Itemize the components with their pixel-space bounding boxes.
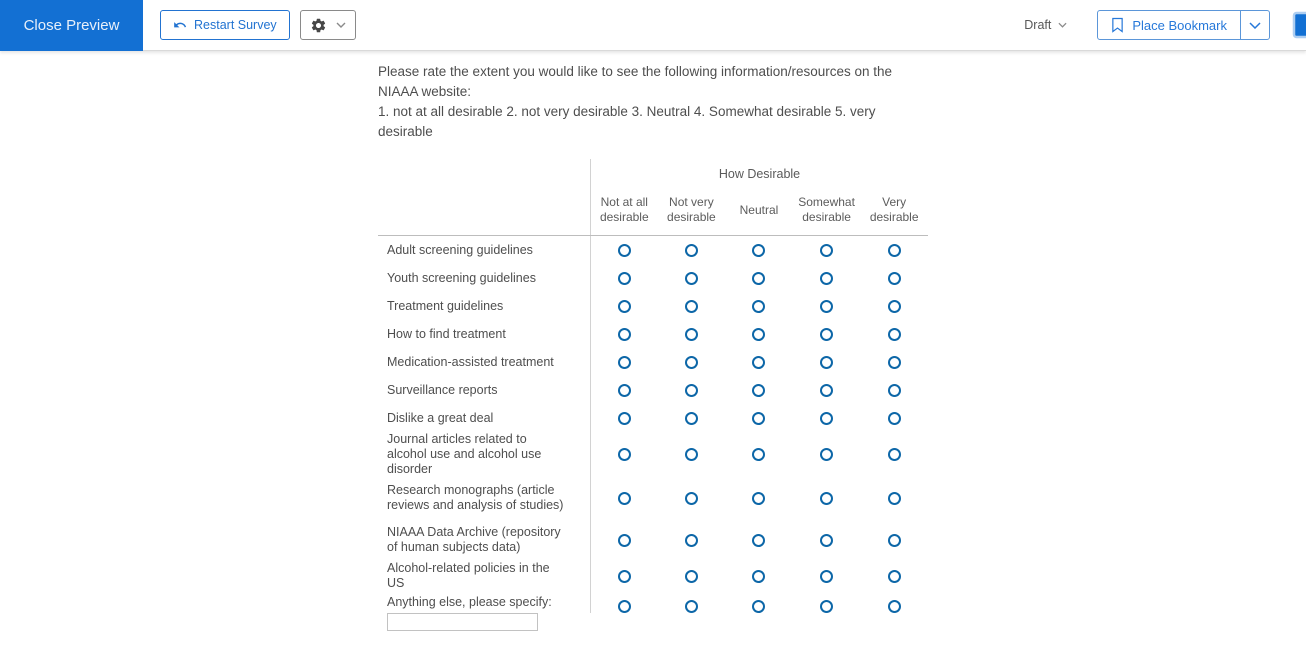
radio-button[interactable]	[820, 356, 833, 369]
row-label: Medication-assisted treatment	[387, 354, 554, 369]
radio-cell	[860, 477, 928, 519]
radio-cell	[725, 591, 793, 613]
radio-cell	[793, 591, 861, 613]
radio-button[interactable]	[752, 300, 765, 313]
row-label: Anything else, please specify:	[387, 595, 552, 609]
draft-status-dropdown[interactable]	[1024, 18, 1067, 32]
radio-button[interactable]	[618, 356, 631, 369]
radio-button[interactable]	[685, 570, 698, 583]
radio-button[interactable]	[752, 570, 765, 583]
radio-cell	[590, 236, 658, 264]
radio-cell	[793, 348, 861, 376]
radio-cell	[725, 561, 793, 591]
column-header: Very desirable	[869, 195, 919, 224]
radio-cell	[793, 264, 861, 292]
radio-button[interactable]	[888, 244, 901, 257]
specify-text-input[interactable]	[387, 613, 538, 631]
radio-button[interactable]	[752, 492, 765, 505]
radio-button[interactable]	[618, 412, 631, 425]
question-scale-note: 1. not at all desirable 2. not very desirable 3. Neutral 4. Somewhat desirable 5. very desirable	[378, 104, 876, 139]
radio-cell	[658, 264, 726, 292]
row-label: How to find treatment	[387, 326, 506, 341]
radio-cell	[658, 320, 726, 348]
radio-cell	[793, 477, 861, 519]
table-row	[378, 320, 928, 348]
radio-cell	[793, 561, 861, 591]
table-row	[378, 264, 928, 292]
radio-button[interactable]	[820, 412, 833, 425]
radio-button[interactable]	[888, 412, 901, 425]
radio-button[interactable]	[820, 570, 833, 583]
mobile-phone-icon	[1292, 11, 1306, 39]
close-preview-button[interactable]: Close Preview	[0, 0, 143, 51]
radio-cell	[725, 519, 793, 561]
radio-button[interactable]	[685, 534, 698, 547]
radio-cell	[860, 591, 928, 613]
radio-cell	[590, 404, 658, 432]
restart-survey-label: Restart Survey	[194, 18, 277, 32]
gear-icon	[310, 17, 327, 34]
column-header: Not very desirable	[667, 195, 716, 224]
table-row	[378, 519, 928, 561]
radio-button[interactable]	[618, 448, 631, 461]
preview-toolbar	[0, 0, 1306, 51]
radio-button[interactable]	[820, 384, 833, 397]
row-label: Dislike a great deal	[387, 410, 494, 425]
radio-cell	[658, 591, 726, 613]
radio-button[interactable]	[685, 272, 698, 285]
restart-survey-button[interactable]	[160, 10, 290, 40]
radio-cell	[860, 561, 928, 591]
chevron-down-icon	[1058, 22, 1067, 28]
radio-cell	[725, 477, 793, 519]
radio-button[interactable]	[820, 534, 833, 547]
radio-button[interactable]	[752, 244, 765, 257]
radio-cell	[860, 348, 928, 376]
matrix-group-header: How Desirable	[590, 159, 928, 189]
radio-cell	[860, 376, 928, 404]
radio-button[interactable]	[820, 300, 833, 313]
table-row	[378, 561, 928, 591]
radio-button[interactable]	[752, 384, 765, 397]
radio-button[interactable]	[685, 328, 698, 341]
radio-cell	[658, 236, 726, 264]
matrix-table	[378, 159, 928, 649]
place-bookmark-split-button	[1097, 10, 1270, 40]
radio-button[interactable]	[752, 534, 765, 547]
place-bookmark-dropdown-button[interactable]	[1240, 11, 1269, 39]
row-label: Treatment guidelines	[387, 298, 504, 313]
radio-button[interactable]	[618, 272, 631, 285]
radio-cell	[860, 432, 928, 477]
radio-cell	[590, 264, 658, 292]
radio-cell	[725, 236, 793, 264]
row-label: NIAAA Data Archive (repository of human subjects data)	[387, 525, 561, 554]
radio-cell	[725, 292, 793, 320]
radio-button[interactable]	[820, 448, 833, 461]
radio-button[interactable]	[618, 534, 631, 547]
radio-cell	[590, 561, 658, 591]
radio-cell	[793, 236, 861, 264]
radio-cell	[658, 519, 726, 561]
radio-cell	[590, 432, 658, 477]
radio-cell	[793, 292, 861, 320]
bookmark-icon	[1111, 17, 1124, 33]
row-label-with-input	[378, 591, 590, 631]
table-row	[378, 591, 928, 649]
toolbar-right-group	[1024, 10, 1306, 40]
table-row	[378, 432, 928, 477]
radio-cell	[590, 292, 658, 320]
radio-button[interactable]	[618, 600, 631, 613]
radio-button[interactable]	[752, 600, 765, 613]
preview-options-button[interactable]	[300, 10, 356, 40]
mobile-preview-toggle[interactable]	[1292, 11, 1306, 39]
radio-cell	[590, 591, 658, 613]
radio-button[interactable]	[752, 356, 765, 369]
radio-button[interactable]	[685, 244, 698, 257]
radio-cell	[793, 320, 861, 348]
radio-button[interactable]	[685, 384, 698, 397]
radio-cell	[860, 519, 928, 561]
radio-button[interactable]	[685, 600, 698, 613]
radio-cell	[590, 320, 658, 348]
radio-button[interactable]	[888, 600, 901, 613]
radio-button[interactable]	[685, 356, 698, 369]
radio-button[interactable]	[618, 244, 631, 257]
row-label: Youth screening guidelines	[387, 270, 536, 285]
radio-cell	[725, 320, 793, 348]
radio-button[interactable]	[820, 600, 833, 613]
radio-cell	[860, 320, 928, 348]
radio-button[interactable]	[888, 570, 901, 583]
undo-arrow-icon	[173, 18, 187, 32]
radio-button[interactable]	[820, 244, 833, 257]
radio-cell	[725, 376, 793, 404]
radio-button[interactable]	[820, 492, 833, 505]
table-row	[378, 348, 928, 376]
radio-button[interactable]	[820, 328, 833, 341]
radio-button[interactable]	[618, 492, 631, 505]
radio-button[interactable]	[752, 412, 765, 425]
place-bookmark-button[interactable]	[1098, 11, 1240, 39]
radio-cell	[590, 348, 658, 376]
radio-cell	[725, 348, 793, 376]
radio-cell	[658, 376, 726, 404]
radio-cell	[793, 432, 861, 477]
table-row	[378, 236, 928, 264]
radio-button[interactable]	[752, 448, 765, 461]
table-row	[378, 292, 928, 320]
radio-button[interactable]	[618, 300, 631, 313]
chevron-down-icon	[1249, 22, 1261, 29]
radio-cell	[590, 376, 658, 404]
radio-cell	[860, 292, 928, 320]
place-bookmark-label: Place Bookmark	[1132, 17, 1227, 33]
row-label: Surveillance reports	[387, 382, 498, 397]
matrix-column-headers-row	[378, 189, 928, 236]
radio-button[interactable]	[888, 300, 901, 313]
radio-cell	[590, 477, 658, 519]
radio-cell	[860, 404, 928, 432]
question-prompt: Please rate the extent you would like to see the following information/resources on the NIAAA website:	[378, 64, 893, 99]
radio-cell	[793, 376, 861, 404]
radio-cell	[590, 519, 658, 561]
radio-cell	[725, 404, 793, 432]
radio-button[interactable]	[618, 384, 631, 397]
radio-cell	[658, 348, 726, 376]
radio-button[interactable]	[888, 492, 901, 505]
column-header: Not at all desirable	[590, 189, 658, 235]
radio-button[interactable]	[752, 272, 765, 285]
radio-cell	[658, 477, 726, 519]
radio-button[interactable]	[752, 328, 765, 341]
column-header: Neutral	[739, 202, 779, 217]
radio-cell	[658, 404, 726, 432]
radio-button[interactable]	[820, 272, 833, 285]
question-text	[378, 62, 902, 142]
radio-button[interactable]	[618, 328, 631, 341]
radio-button[interactable]	[685, 300, 698, 313]
radio-cell	[793, 404, 861, 432]
table-row	[378, 376, 928, 404]
radio-button[interactable]	[618, 570, 631, 583]
row-label: Adult screening guidelines	[387, 242, 533, 257]
radio-button[interactable]	[888, 384, 901, 397]
radio-cell	[793, 519, 861, 561]
radio-button[interactable]	[685, 448, 698, 461]
radio-cell	[658, 292, 726, 320]
chevron-down-icon	[336, 22, 346, 28]
radio-cell	[658, 561, 726, 591]
radio-cell	[725, 432, 793, 477]
radio-button[interactable]	[685, 492, 698, 505]
draft-label: Draft	[1024, 18, 1052, 32]
table-row	[378, 477, 928, 519]
radio-button[interactable]	[685, 412, 698, 425]
row-label: Research monographs (article reviews and analysis of studies)	[387, 483, 564, 512]
radio-cell	[725, 264, 793, 292]
radio-button[interactable]	[888, 534, 901, 547]
radio-button[interactable]	[888, 356, 901, 369]
radio-button[interactable]	[888, 328, 901, 341]
table-row	[378, 404, 928, 432]
radio-cell	[860, 236, 928, 264]
row-label: Alcohol-related policies in the US	[387, 561, 550, 590]
radio-cell	[658, 432, 726, 477]
radio-button[interactable]	[888, 272, 901, 285]
radio-cell	[860, 264, 928, 292]
survey-question-block	[378, 62, 930, 649]
row-label: Journal articles related to alcohol use and alcohol use disorder	[387, 432, 542, 476]
matrix-group-header-row	[378, 159, 928, 189]
radio-button[interactable]	[888, 448, 901, 461]
column-header: Somewhat desirable	[798, 195, 855, 224]
